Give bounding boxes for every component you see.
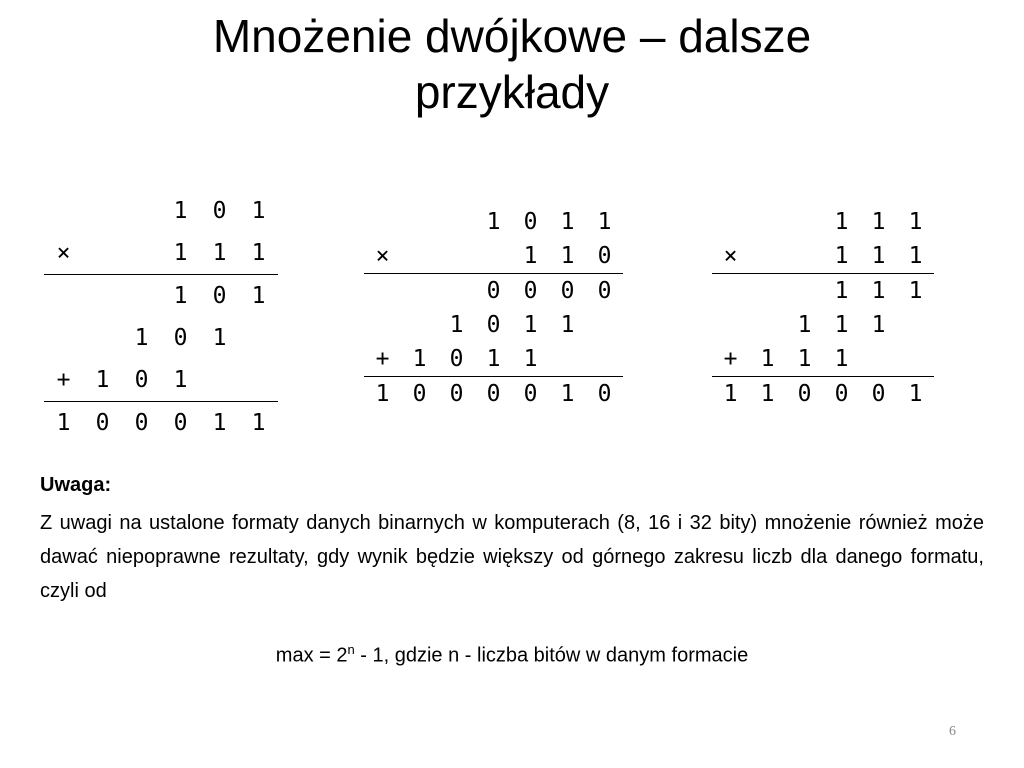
digit-cell: 1 — [897, 239, 934, 274]
partial-product-row — [44, 275, 278, 318]
digit-cell: 1 — [161, 359, 200, 402]
digit-cell — [438, 239, 475, 274]
digit-cell: 1 — [908, 381, 923, 407]
digit-cell: 1 — [486, 209, 501, 235]
digit-cell — [712, 205, 749, 239]
digit-cell — [44, 317, 83, 359]
multiplicand-row — [364, 205, 623, 239]
digit-cell: 0 — [486, 312, 501, 338]
multiplication-example-3 — [712, 205, 934, 411]
digit-cell — [401, 239, 438, 274]
digit-cell: 1 — [560, 209, 575, 235]
digit-cell: 1 — [512, 239, 549, 274]
digit-cell — [239, 317, 278, 359]
digit-cell — [401, 308, 438, 342]
digit-cell: 1 — [908, 278, 923, 304]
digit-cell: 1 — [200, 232, 239, 275]
digit-cell: 1 — [786, 342, 823, 377]
formula-base: max = 2 — [275, 644, 348, 667]
result-row — [44, 402, 278, 445]
digit-cell — [438, 205, 475, 239]
digit-cell: 0 — [486, 381, 501, 407]
digit-cell: × — [44, 232, 83, 275]
digit-cell: × — [364, 239, 401, 274]
digit-cell: 0 — [523, 278, 538, 304]
digit-cell: + — [364, 342, 401, 377]
digit-cell — [749, 274, 786, 309]
digit-cell — [83, 275, 122, 318]
digit-cell — [364, 205, 401, 239]
digit-cell: 1 — [749, 342, 786, 377]
digit-cell — [83, 317, 122, 359]
digit-cell — [122, 190, 161, 232]
digit-cell — [239, 359, 278, 402]
digit-cell — [475, 239, 512, 274]
digit-cell: 0 — [597, 278, 612, 304]
digit-cell — [401, 205, 438, 239]
digit-cell — [438, 274, 475, 309]
digit-cell — [786, 205, 823, 239]
max-formula — [0, 642, 1024, 668]
digit-cell — [200, 359, 239, 402]
digit-cell: 0 — [449, 381, 464, 407]
digit-cell — [44, 190, 83, 232]
digit-cell: 1 — [83, 359, 122, 402]
digit-cell — [786, 274, 823, 309]
result-row — [712, 377, 934, 412]
digit-cell: 0 — [173, 325, 188, 351]
digit-cell: 0 — [523, 381, 538, 407]
multiplier-row — [44, 232, 278, 275]
digit-cell — [749, 308, 786, 342]
multiplicand-row — [712, 205, 934, 239]
digit-cell — [586, 342, 623, 377]
partial-product-row — [712, 308, 934, 342]
digit-cell: 0 — [412, 381, 427, 407]
digit-cell: 1 — [834, 209, 849, 235]
digit-cell: 0 — [523, 209, 538, 235]
formula-rest: - 1, gdzie n - liczba bitów w danym formacie — [354, 644, 749, 667]
digit-cell: 0 — [797, 381, 812, 407]
digit-cell: 0 — [586, 239, 623, 274]
digit-cell: 1 — [523, 312, 538, 338]
note-label: Uwaga: — [40, 474, 112, 496]
digit-cell: 1 — [871, 312, 886, 338]
digit-cell: 1 — [239, 232, 278, 275]
digit-cell: 1 — [401, 342, 438, 377]
digit-cell: 1 — [449, 312, 464, 338]
digit-cell: 1 — [375, 381, 390, 407]
digit-cell: 0 — [597, 381, 612, 407]
digit-cell — [860, 342, 897, 377]
digit-cell: 0 — [95, 410, 110, 436]
digit-cell: 1 — [560, 381, 575, 407]
digit-cell — [897, 342, 934, 377]
digit-cell — [122, 275, 161, 318]
title-line-1: Mnożenie dwójkowe – dalsze — [212, 10, 812, 62]
digit-cell: 1 — [834, 278, 849, 304]
digit-cell: 0 — [486, 278, 501, 304]
digit-cell: 0 — [212, 198, 227, 224]
digit-cell: 1 — [173, 198, 188, 224]
digit-cell — [364, 308, 401, 342]
digit-cell: 1 — [871, 278, 886, 304]
result-row — [364, 377, 623, 412]
digit-cell — [401, 274, 438, 309]
multiplication-example-2 — [364, 205, 623, 411]
partial-product-row — [364, 274, 623, 309]
multiplicand-row — [44, 190, 278, 232]
digit-cell — [122, 232, 161, 275]
digit-cell: 1 — [251, 410, 266, 436]
multiplier-row — [364, 239, 623, 274]
digit-cell — [83, 190, 122, 232]
digit-cell: 1 — [512, 342, 549, 377]
digit-cell: 0 — [173, 410, 188, 436]
partial-product-row — [364, 342, 623, 377]
slide-title — [0, 8, 1024, 120]
digit-cell: 0 — [438, 342, 475, 377]
digit-cell: 1 — [597, 209, 612, 235]
digit-cell: × — [712, 239, 749, 274]
digit-cell: 1 — [760, 381, 775, 407]
digit-cell: 1 — [475, 342, 512, 377]
digit-cell — [749, 239, 786, 274]
multiplier-row — [712, 239, 934, 274]
digit-cell: 1 — [212, 325, 227, 351]
digit-cell — [749, 205, 786, 239]
partial-product-row — [712, 342, 934, 377]
digit-cell: 1 — [134, 325, 149, 351]
digit-cell — [786, 239, 823, 274]
digit-cell: 1 — [56, 410, 71, 436]
digit-cell — [712, 274, 749, 309]
digit-cell: 0 — [560, 278, 575, 304]
partial-product-row — [712, 274, 934, 309]
digit-cell: 1 — [723, 381, 738, 407]
digit-cell — [897, 308, 934, 342]
digit-cell: 0 — [122, 359, 161, 402]
digit-cell: + — [712, 342, 749, 377]
digit-cell: 1 — [823, 342, 860, 377]
digit-cell: + — [44, 359, 83, 402]
digit-cell: 0 — [834, 381, 849, 407]
note-text: Z uwagi na ustalone formaty danych binarnych w komputerach (8, 16 i 32 bity) mnożenie również może dawać niepoprawne rezultaty, gdy wynik będzie większy od górnego zakresu liczb dla danego formatu, czyli od — [40, 512, 984, 602]
partial-product-row — [44, 359, 278, 402]
digit-cell: 0 — [871, 381, 886, 407]
digit-cell: 1 — [871, 209, 886, 235]
digit-cell: 0 — [212, 283, 227, 309]
digit-cell — [712, 308, 749, 342]
digit-cell — [83, 232, 122, 275]
digit-cell: 0 — [134, 410, 149, 436]
partial-product-row — [364, 308, 623, 342]
digit-cell: 1 — [908, 209, 923, 235]
digit-cell — [44, 275, 83, 318]
digit-cell — [549, 342, 586, 377]
formula-exponent: n — [347, 642, 355, 657]
digit-cell: 1 — [560, 312, 575, 338]
multiplication-example-1 — [44, 190, 278, 444]
digit-cell: 1 — [834, 312, 849, 338]
digit-cell: 1 — [797, 312, 812, 338]
digit-cell: 1 — [161, 232, 200, 275]
partial-product-row — [44, 317, 278, 359]
digit-cell: 1 — [173, 283, 188, 309]
digit-cell: 1 — [212, 410, 227, 436]
digit-cell: 1 — [860, 239, 897, 274]
page-number: 6 — [949, 724, 956, 739]
digit-cell: 1 — [823, 239, 860, 274]
digit-cell — [586, 308, 623, 342]
digit-cell: 1 — [251, 198, 266, 224]
digit-cell — [364, 274, 401, 309]
digit-cell: 1 — [549, 239, 586, 274]
title-line-2: przykłady — [414, 66, 610, 118]
digit-cell: 1 — [251, 283, 266, 309]
